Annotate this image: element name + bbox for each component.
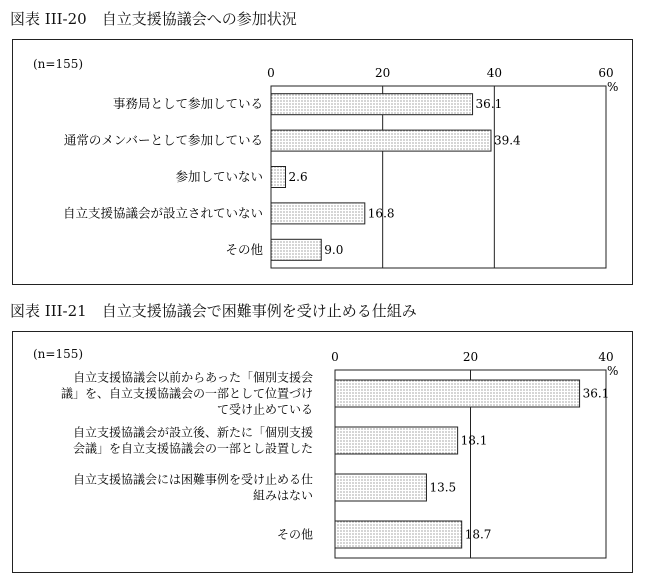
bar <box>271 203 365 224</box>
category-label: 自立支援協議会には困難事例を受け止める仕 <box>72 472 313 487</box>
tick-label: 40 <box>598 350 614 364</box>
data-label: 2.6 <box>288 170 308 184</box>
unit-label: % <box>607 364 619 378</box>
chart-panel-III-20 <box>12 39 633 285</box>
bar <box>271 167 286 188</box>
figure-title-III-20: 図表 III-20 自立支援協議会への参加状況 <box>10 10 297 28</box>
bar <box>271 239 321 260</box>
category-label: その他 <box>276 527 313 542</box>
category-label: 会議」を自立支援協議会の一部とし設置した <box>72 441 313 456</box>
category-label: 自立支援協議会以前からあった「個別支援会 <box>73 370 313 385</box>
sample-size-label: (n=155) <box>33 57 84 71</box>
category-label: 議」を、自立支援協議会の一部として位置づけ <box>60 386 313 401</box>
tick-label: 20 <box>375 66 391 80</box>
bar <box>335 427 458 454</box>
tick-label: 20 <box>462 350 479 364</box>
category-label: その他 <box>225 241 263 257</box>
data-label: 36.1 <box>582 386 610 401</box>
data-label: 18.7 <box>464 527 492 542</box>
figure-title-III-21: 図表 III-21 自立支援協議会で困難事例を受け止める仕組み <box>10 302 417 320</box>
category-label: 事務局として参加している <box>112 96 263 112</box>
bar-chart-III-21 <box>13 332 632 572</box>
unit-label: % <box>607 80 619 94</box>
data-label: 13.5 <box>429 480 457 495</box>
sample-size-label: (n=155) <box>33 347 84 361</box>
bar <box>335 521 462 548</box>
data-label: 36.1 <box>475 97 503 112</box>
bar <box>335 380 580 407</box>
category-label: 組みはない <box>252 488 313 503</box>
category-label: て受け止めている <box>216 402 313 417</box>
tick-label: 0 <box>267 66 275 80</box>
bar <box>271 130 491 151</box>
tick-label: 60 <box>598 66 614 80</box>
category-label: 通常のメンバーとして参加している <box>63 132 263 148</box>
bar-chart-III-20 <box>13 40 632 284</box>
tick-label: 0 <box>331 350 339 364</box>
data-label: 39.4 <box>493 133 521 148</box>
bar <box>271 94 473 115</box>
tick-label: 40 <box>486 66 502 80</box>
category-label: 自立支援協議会が設立されていない <box>62 205 263 221</box>
category-label: 自立支援協議会が設立後、新たに「個別支援 <box>72 425 313 440</box>
category-label: 参加していない <box>175 169 263 184</box>
data-label: 18.1 <box>460 433 488 448</box>
data-label: 16.8 <box>367 206 395 221</box>
chart-panel-III-21 <box>12 331 633 573</box>
bar <box>335 474 426 501</box>
data-label: 9.0 <box>324 242 344 257</box>
